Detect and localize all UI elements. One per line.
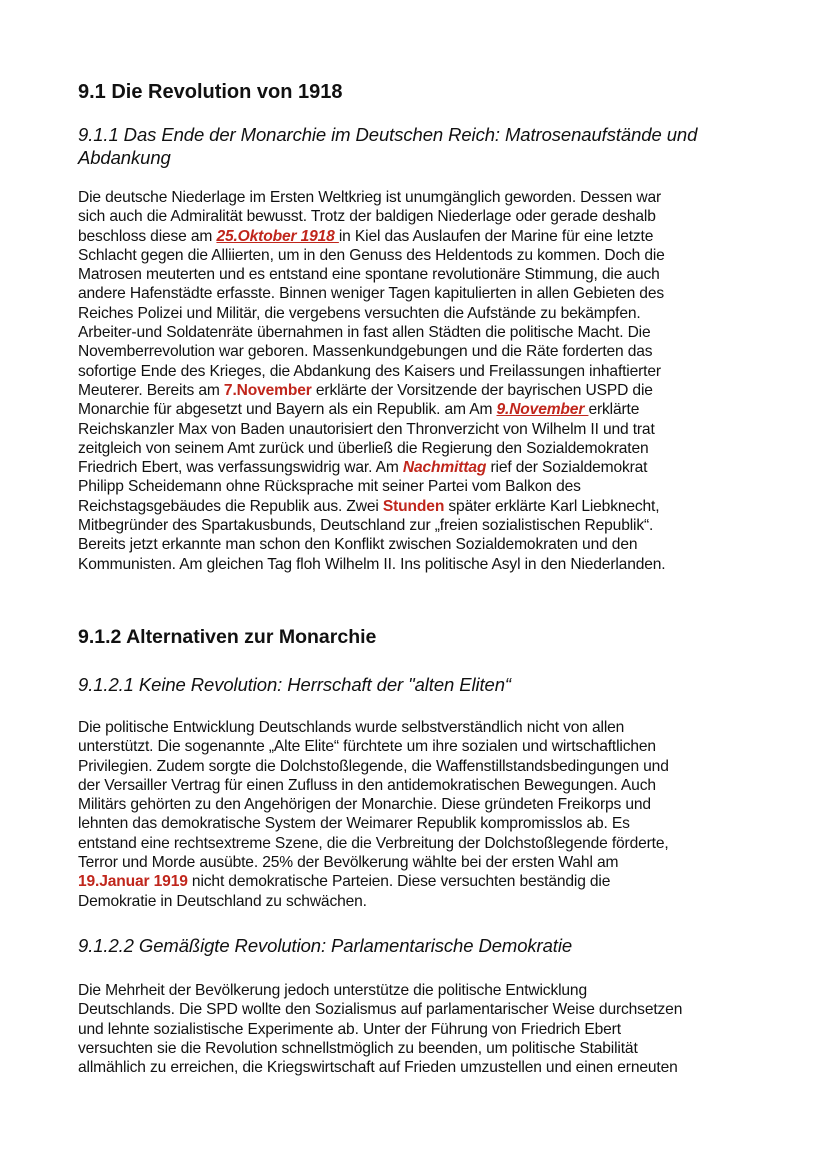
text-fragment: Friedrich Ebert, was verfassungswidrig war. Am: [78, 459, 403, 477]
text-line: Die deutsche Niederlage im Ersten Weltkrieg ist unumgänglich geworden. Dessen war: [78, 189, 662, 206]
text-fragment: in Kiel das Auslaufen der Marine für eine letzte: [338, 227, 654, 245]
text-line: [78, 458, 758, 477]
date-highlight: 9.November: [496, 401, 589, 419]
text-line: [78, 381, 758, 400]
text-line: [78, 400, 758, 419]
text-line: zeitgleich von seinem Amt zurück und überließ die Regierung den Sozialdemokraten: [78, 439, 649, 457]
text-line: Militärs gehörten zu den Angehörigen der Monarchie. Diese gründeten Freikorps und: [78, 796, 651, 814]
text-fragment: erklärte der Vorsitzende der bayrischen USPD die: [311, 381, 653, 399]
heading-9-1-2-2: 9.1.2.2 Gemäßigte Revolution: Parlamentarische Demokratie: [78, 935, 573, 956]
text-line: Bereits jetzt erkannte man schon den Konflikt zwischen Sozialdemokraten und den: [78, 536, 638, 554]
heading-9-1: 9.1 Die Revolution von 1918: [78, 81, 343, 103]
text-fragment: Monarchie für abgesetzt und Bayern als ein Republik. am Am: [78, 401, 497, 419]
text-fragment: später erklärte Karl Liebknecht,: [444, 497, 660, 515]
date-highlight: 19.Januar 1919: [78, 873, 188, 891]
text-line: der Versailler Vertrag für einen Zufluss in den antidemokratischen Bewegungen. Auch: [78, 776, 656, 794]
text-line: [78, 872, 758, 891]
text-line: Reiches Polizei und Militär, die vergebens versuchten die Aufstände zu bekämpfen.: [78, 304, 641, 322]
heading-line: Abdankung: [78, 147, 171, 168]
text-line: allmählich zu erreichen, die Kriegswirtschaft auf Frieden umzustellen und einen erneuten: [78, 1059, 678, 1077]
heading-line: 9.1.1 Das Ende der Monarchie im Deutschen Reich: Matrosenaufstände und: [78, 124, 698, 145]
text-line: unterstützt. Die sogenannte „Alte Elite“ fürchtete um ihre sozialen und wirtschaftlichen: [78, 738, 656, 756]
text-fragment: rief der Sozialdemokrat: [486, 459, 648, 477]
text-line: Kommunisten. Am gleichen Tag floh Wilhelm II. Ins politische Asyl in den Niederlanden.: [78, 555, 666, 573]
text-fragment: Reichstagsgebäudes die Republik aus. Zwei: [78, 497, 383, 515]
text-line: entstand eine rechtsextreme Szene, die die Verbreitung der Dolchstoßlegende förderte,: [78, 834, 669, 852]
text-line: Privilegien. Zudem sorgte die Dolchstoßlegende, die Waffenstillstandsbedingungen und: [78, 757, 669, 775]
text-line: Terror und Morde ausübte. 25% der Bevölkerung wählte bei der ersten Wahl am: [78, 854, 619, 872]
heading-9-1-2: 9.1.2 Alternativen zur Monarchie: [78, 626, 377, 648]
text-line: Schlacht gegen die Alliierten, um in den Genuss des Heldentods zu kommen. Doch die: [78, 246, 665, 264]
text-fragment: erklärte: [588, 401, 640, 419]
text-line: [78, 497, 758, 516]
text-line: sich auch die Admiralität bewusst. Trotz der baldigen Niederlage oder gerade deshalb: [78, 208, 656, 226]
heading-9-1-2-1: 9.1.2.1 Keine Revolution: Herrschaft der "alten Eliten“: [78, 674, 511, 695]
text-line: Demokratie in Deutschland zu schwächen.: [78, 892, 367, 910]
text-line: und lehnte sozialistische Experimente ab. Unter der Führung von Friedrich Ebert: [78, 1020, 621, 1038]
text-line: Arbeiter-und Soldatenräte übernahmen in fast allen Städten die politische Macht. Die: [78, 324, 651, 342]
text-fragment: beschloss diese am: [78, 227, 217, 245]
date-highlight: 7.November: [223, 381, 312, 399]
text-line: Philipp Scheidemann ohne Rücksprache mit seiner Partei vom Balkon des: [78, 478, 581, 496]
text-line: Die Mehrheit der Bevölkerung jedoch unterstütze die politische Entwicklung: [78, 982, 587, 999]
text-line: andere Hafenstädte erfasste. Binnen weniger Tagen kapitulierten in allen Gebieten des: [78, 285, 664, 303]
text-line: Reichskanzler Max von Baden unautorisiert den Thronverzicht von Wilhelm II und trat: [78, 420, 655, 438]
text-line: [78, 227, 758, 246]
paragraph-9-1-1: [78, 188, 758, 574]
paragraph-9-1-2-2: [78, 981, 758, 1077]
paragraph-9-1-2-1: [78, 718, 758, 911]
text-line: Novemberrevolution war geboren. Massenkundgebungen und die Räte forderten das: [78, 343, 653, 361]
text-line: sofortige Ende des Krieges, die Abdankung des Kaisers und Freilassungen inhaftierter: [78, 362, 661, 380]
text-line: Deutschlands. Die SPD wollte den Sozialismus auf parlamentarischer Weise durchsetzen: [78, 1001, 683, 1019]
time-highlight: Nachmittag: [402, 459, 487, 477]
heading-9-1-1: [78, 123, 758, 169]
text-line: versuchten sie die Revolution schnellstmöglich zu beenden, um politische Stabilität: [78, 1039, 638, 1057]
text-fragment: nicht demokratische Parteien. Diese versuchten beständig die: [187, 873, 611, 891]
text-line: lehnten das demokratische System der Weimarer Republik kompromisslos ab. Es: [78, 815, 630, 833]
date-highlight: 25.Oktober 1918: [216, 227, 339, 245]
text-line: Matrosen meuterten und es entstand eine spontane revolutionäre Stimmung, die auch: [78, 266, 660, 284]
time-highlight: Stunden: [382, 497, 445, 515]
text-fragment: Meuterer. Bereits am: [78, 381, 224, 399]
text-line: Mitbegründer des Spartakusbunds, Deutschland zur „freien sozialistischen Republik“.: [78, 517, 654, 535]
text-line: Die politische Entwicklung Deutschlands wurde selbstverständlich nicht von allen: [78, 719, 625, 736]
